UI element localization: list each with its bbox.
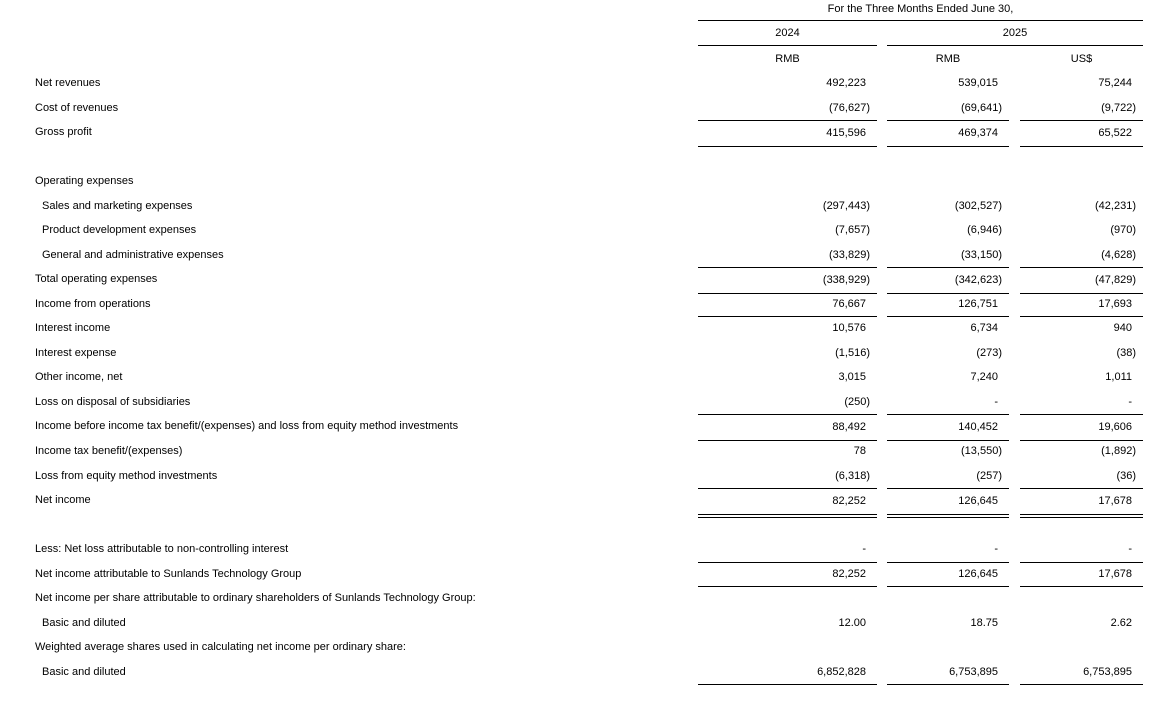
table-row <box>35 586 1143 611</box>
row-label: Product development expenses <box>42 224 197 237</box>
value-cell: 76,667 <box>698 292 877 318</box>
column-gap <box>877 71 887 96</box>
column-gap <box>877 611 887 636</box>
column-gap <box>1009 243 1020 268</box>
column-gap <box>1009 414 1020 441</box>
column-gap <box>1009 292 1020 318</box>
table-row <box>35 243 1143 268</box>
column-gap <box>1009 316 1020 341</box>
table-row <box>35 169 1143 194</box>
column-gap <box>1009 513 1020 538</box>
value-cell: (76,627) <box>829 101 870 114</box>
value-cell <box>887 169 1009 194</box>
value-cell: (257) <box>976 469 1002 482</box>
column-gap <box>877 316 887 341</box>
column-gap <box>1009 390 1020 415</box>
value-cell: 6,734 <box>970 322 998 335</box>
column-gap <box>877 341 887 366</box>
column-gap <box>877 120 887 147</box>
value-cell: (33,150) <box>961 248 1002 261</box>
table-row <box>35 439 1143 464</box>
value-cell: 18.75 <box>970 616 998 629</box>
row-label: Gross profit <box>35 126 92 139</box>
column-gap <box>1009 267 1020 294</box>
value-cell: (1,516) <box>835 346 870 359</box>
label-spacer <box>35 46 698 72</box>
value-cell: 6,753,895 <box>1020 660 1143 686</box>
value-cell: 469,374 <box>887 120 1009 147</box>
value-cell <box>887 145 1009 170</box>
table-row <box>35 365 1143 390</box>
column-gap <box>877 218 887 243</box>
value-cell: (47,829) <box>1020 267 1143 294</box>
value-cell: (302,527) <box>954 199 1002 212</box>
value-cell: (7,657) <box>835 224 870 237</box>
value-cell: 78 <box>853 444 866 457</box>
value-cell <box>1020 586 1143 611</box>
column-gap <box>1009 145 1020 170</box>
value-cell: 10,576 <box>832 322 866 335</box>
column-gap <box>877 169 887 194</box>
value-cell: 492,223 <box>826 77 866 89</box>
value-cell: 1,011 <box>1105 371 1132 384</box>
value-cell: 940 <box>1113 322 1132 335</box>
row-label: Income tax benefit/(expenses) <box>35 444 183 457</box>
currency-header-row <box>35 46 1143 71</box>
column-gap <box>877 660 887 686</box>
row-label: Operating expenses <box>35 175 134 188</box>
value-cell: - <box>994 395 998 408</box>
value-cell: 82,252 <box>698 488 877 518</box>
column-gap <box>877 145 887 170</box>
column-gap <box>1009 537 1020 563</box>
value-cell: (273) <box>976 346 1002 359</box>
row-label: Less: Net loss attributable to non-controlling interest <box>35 543 289 556</box>
label-spacer <box>35 21 698 46</box>
currency-rmb-2025: RMB <box>935 53 961 65</box>
value-cell: 88,492 <box>698 414 877 441</box>
row-label: Interest expense <box>35 346 117 359</box>
value-cell: (36) <box>1116 469 1136 482</box>
value-cell: 3,015 <box>838 371 866 384</box>
column-gap <box>1009 464 1020 489</box>
table-row <box>35 71 1143 96</box>
table-row <box>35 96 1143 121</box>
row-label: Basic and diluted <box>42 616 126 629</box>
value-cell <box>1020 635 1143 660</box>
table-row <box>35 218 1143 243</box>
row-label: Income from operations <box>35 297 151 310</box>
value-cell: (6,946) <box>967 224 1002 237</box>
table-row <box>35 414 1143 439</box>
value-cell: 539,015 <box>958 77 998 89</box>
row-label: Net income attributable to Sunlands Technology Group <box>35 567 302 580</box>
table-row <box>35 537 1143 562</box>
column-gap <box>1009 194 1020 219</box>
column-gap <box>877 414 887 441</box>
value-cell <box>887 513 1009 538</box>
column-gap <box>877 635 887 660</box>
column-gap <box>877 292 887 318</box>
row-label: Loss from equity method investments <box>35 469 218 482</box>
table-row <box>35 267 1143 292</box>
value-cell: (9,722) <box>1101 101 1136 114</box>
value-cell: 75,244 <box>1098 77 1132 89</box>
value-cell: 17,678 <box>1020 488 1143 518</box>
value-cell: (69,641) <box>961 101 1002 114</box>
row-label: Sales and marketing expenses <box>42 199 193 212</box>
table-row <box>35 488 1143 513</box>
value-cell: (1,892) <box>1101 444 1136 457</box>
value-cell: (250) <box>844 395 870 408</box>
value-cell: (38) <box>1116 346 1136 359</box>
value-cell <box>1020 513 1143 538</box>
spacer-row <box>35 145 1143 170</box>
column-gap <box>1009 439 1020 464</box>
value-cell: (297,443) <box>822 199 870 212</box>
value-cell: 2.62 <box>1110 616 1132 629</box>
table-row <box>35 120 1143 145</box>
currency-rmb-2024: RMB <box>775 53 800 65</box>
column-gap <box>877 243 887 268</box>
table-row <box>35 292 1143 317</box>
value-cell: 6,753,895 <box>887 660 1009 686</box>
row-label <box>35 513 698 538</box>
table-row <box>35 660 1143 685</box>
row-label: Other income, net <box>35 371 123 384</box>
column-gap <box>1009 660 1020 686</box>
table-row <box>35 194 1143 219</box>
value-cell: (338,929) <box>698 267 877 294</box>
value-cell: 65,522 <box>1020 120 1143 147</box>
value-cell: 12.00 <box>838 616 866 629</box>
column-gap <box>1009 341 1020 366</box>
value-cell <box>887 635 1009 660</box>
row-label: Net income <box>35 494 91 507</box>
column-gap <box>877 390 887 415</box>
value-cell: 126,751 <box>887 292 1009 318</box>
value-cell: (13,550) <box>961 444 1002 457</box>
column-gap <box>877 46 887 72</box>
row-label: Cost of revenues <box>35 101 119 114</box>
table-title-row <box>35 0 1143 21</box>
column-gap <box>1009 96 1020 121</box>
value-cell <box>1020 169 1143 194</box>
column-gap <box>1009 120 1020 147</box>
period-2024: 2024 <box>698 21 877 46</box>
period-2025: 2025 <box>887 21 1143 46</box>
value-cell: 140,452 <box>887 414 1009 441</box>
column-gap <box>1009 635 1020 660</box>
column-gap <box>877 194 887 219</box>
value-cell <box>698 145 877 170</box>
column-gap <box>1009 169 1020 194</box>
label-spacer <box>35 0 698 21</box>
value-cell <box>698 513 877 538</box>
value-cell <box>698 169 877 194</box>
value-cell: 7,240 <box>970 371 998 384</box>
value-cell: 82,252 <box>698 562 877 588</box>
value-cell: - <box>1020 537 1143 563</box>
period-header-row <box>35 21 1143 46</box>
row-label: Income before income tax benefit/(expenses) and loss from equity method investments <box>35 420 459 433</box>
income-statement-table <box>35 0 1143 684</box>
value-cell: - <box>1128 395 1132 408</box>
table-row <box>35 562 1143 587</box>
column-gap <box>877 464 887 489</box>
value-cell: (970) <box>1110 224 1136 237</box>
column-gap <box>877 513 887 538</box>
row-label: Net revenues <box>35 77 101 89</box>
column-gap <box>877 21 887 46</box>
value-cell: 126,645 <box>887 562 1009 588</box>
value-cell <box>887 586 1009 611</box>
row-label: Net income per share attributable to ordinary shareholders of Sunlands Technology Group: <box>35 592 476 605</box>
value-cell: (6,318) <box>835 469 870 482</box>
table-row <box>35 390 1143 415</box>
column-gap <box>877 365 887 390</box>
column-gap <box>877 439 887 464</box>
column-gap <box>877 267 887 294</box>
value-cell: 415,596 <box>698 120 877 147</box>
value-cell <box>698 635 877 660</box>
currency-usd-2025: US$ <box>1070 53 1093 65</box>
table-row <box>35 611 1143 636</box>
row-label: Loss on disposal of subsidiaries <box>35 395 191 408</box>
value-cell: - <box>698 537 877 563</box>
value-cell: 126,645 <box>887 488 1009 518</box>
column-gap <box>877 537 887 563</box>
column-gap <box>1009 562 1020 588</box>
row-label <box>35 145 698 170</box>
value-cell: 19,606 <box>1020 414 1143 441</box>
table-row <box>35 464 1143 489</box>
column-gap <box>877 562 887 588</box>
column-gap <box>877 586 887 611</box>
column-gap <box>877 96 887 121</box>
table-row <box>35 635 1143 660</box>
row-label: General and administrative expenses <box>42 248 224 261</box>
column-gap <box>1009 218 1020 243</box>
value-cell: (342,623) <box>887 267 1009 294</box>
table-title: For the Three Months Ended June 30, <box>698 0 1143 21</box>
spacer-row <box>35 513 1143 538</box>
column-gap <box>1009 365 1020 390</box>
row-label: Interest income <box>35 322 111 335</box>
value-cell: - <box>887 537 1009 563</box>
value-cell: 17,693 <box>1020 292 1143 318</box>
value-cell <box>1020 145 1143 170</box>
value-cell: 17,678 <box>1020 562 1143 588</box>
table-row <box>35 316 1143 341</box>
column-gap <box>1009 46 1020 72</box>
value-cell: 6,852,828 <box>698 660 877 686</box>
value-cell: (42,231) <box>1095 199 1136 212</box>
row-label: Weighted average shares used in calculating net income per ordinary share: <box>35 641 406 654</box>
value-cell: (33,829) <box>829 248 870 261</box>
row-label: Basic and diluted <box>42 665 126 678</box>
column-gap <box>1009 71 1020 96</box>
table-body <box>35 71 1143 684</box>
table-row <box>35 341 1143 366</box>
value-cell <box>698 586 877 611</box>
value-cell: (4,628) <box>1101 248 1136 261</box>
column-gap <box>1009 611 1020 636</box>
column-gap <box>1009 586 1020 611</box>
row-label: Total operating expenses <box>35 273 158 286</box>
